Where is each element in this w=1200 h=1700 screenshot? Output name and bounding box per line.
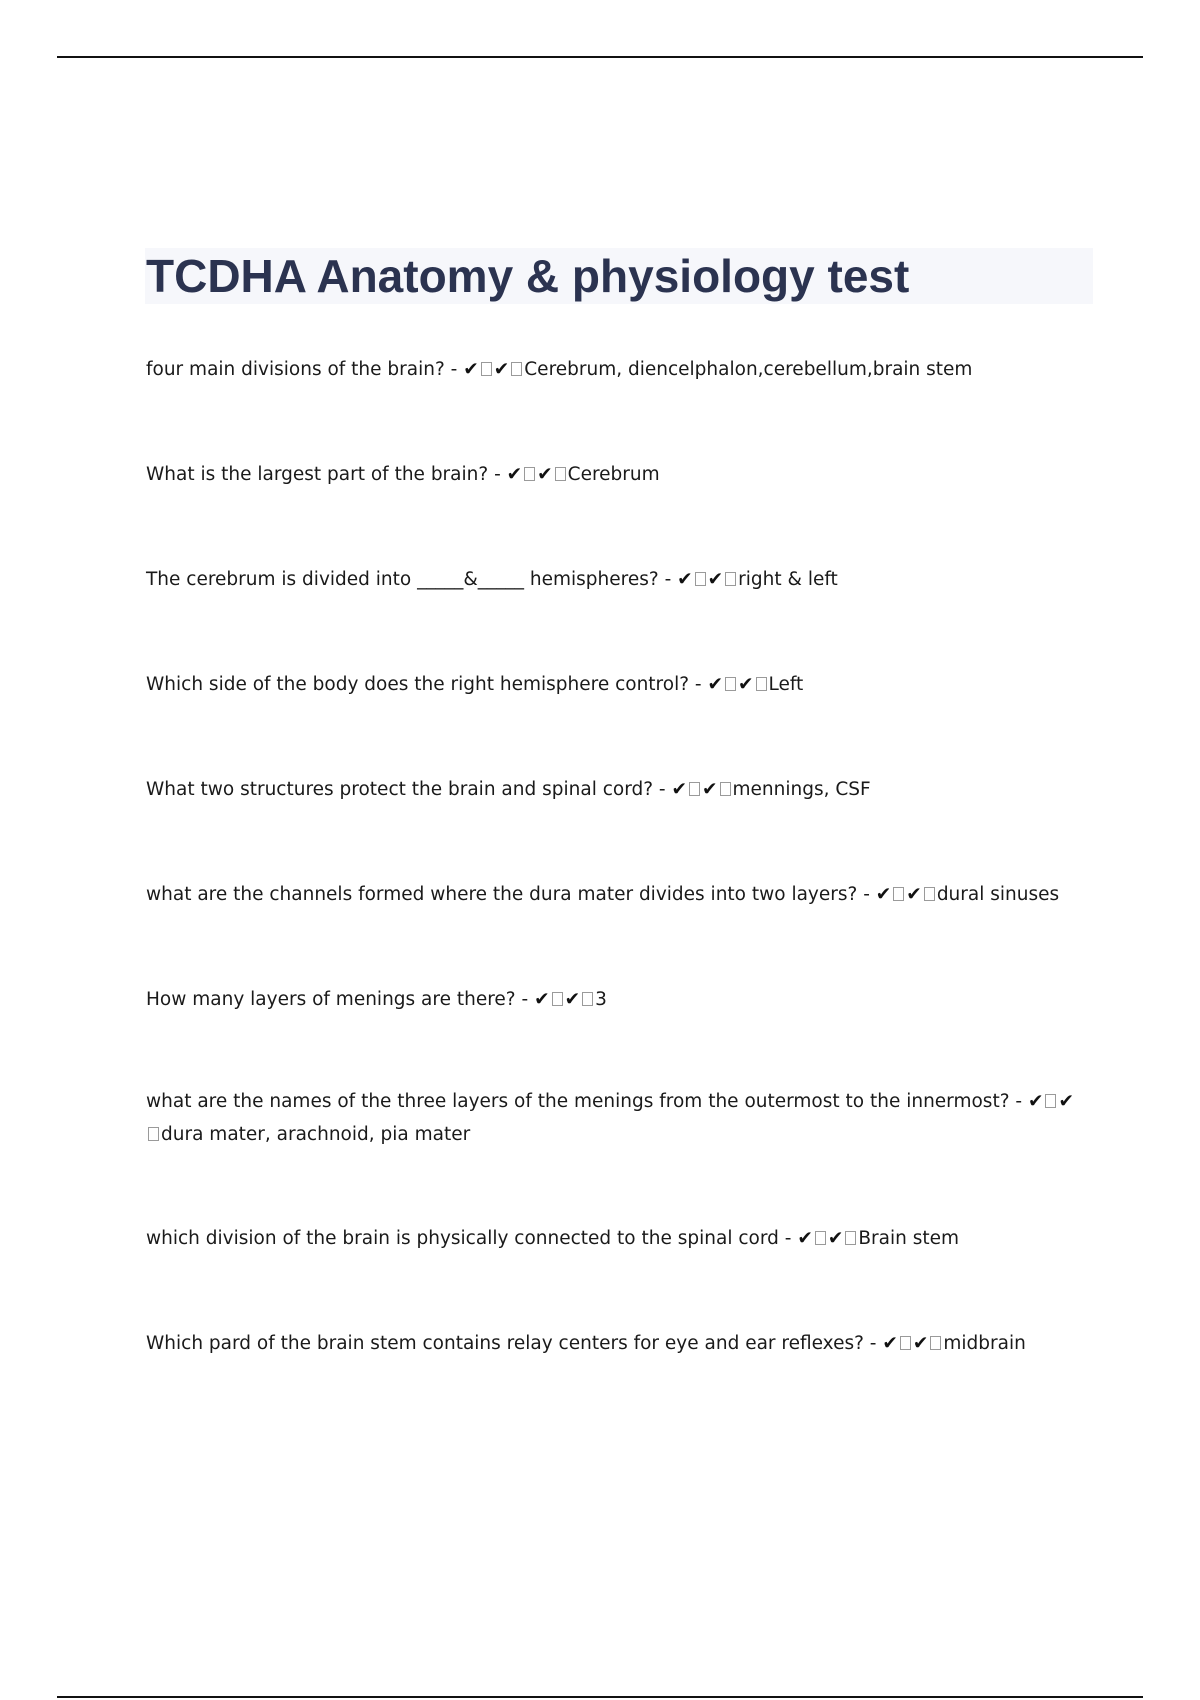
answer-text: right & left: [738, 569, 838, 590]
separator: -: [863, 1333, 883, 1354]
answer-text: midbrain: [943, 1333, 1026, 1354]
question-text: what are the names of the three layers of the menings from the outermost to the innermost?: [146, 1091, 1010, 1112]
answer-text: dura mater, arachnoid, pia mater: [161, 1124, 471, 1145]
check-icon: ✔: [463, 359, 479, 380]
separator: -: [1009, 1091, 1028, 1112]
answer-text: 3: [595, 989, 607, 1010]
check-icon: ✔: [1027, 1091, 1044, 1112]
answer-text: mennings, CSF: [732, 779, 871, 800]
box-icon: [815, 1231, 826, 1245]
box-icon: [552, 992, 563, 1006]
qa-item-4: [146, 668, 1086, 701]
check-icon: ✔: [875, 884, 892, 905]
check-icon: ✔: [534, 989, 550, 1010]
separator: -: [778, 1228, 798, 1249]
check-icon: ✔: [702, 779, 718, 800]
check-icon: ✔: [737, 674, 754, 695]
separator: -: [689, 674, 708, 695]
answer-text: Cerebrum: [567, 464, 660, 485]
check-icon: ✔: [797, 1228, 813, 1249]
check-icon: ✔: [912, 1333, 929, 1354]
question-text: what are the channels formed where the dura mater divides into two layers?: [146, 884, 858, 905]
question-text: What is the largest part of the brain?: [146, 464, 489, 485]
check-icon: ✔: [707, 569, 724, 590]
qa-item-8: [146, 1085, 1086, 1151]
box-icon: [148, 1127, 159, 1141]
box-icon: [725, 572, 736, 586]
check-icon: ✔: [493, 359, 510, 380]
check-icon: ✔: [707, 674, 723, 695]
check-icon: ✔: [537, 464, 553, 485]
box-icon: [695, 572, 706, 586]
qa-item-7: [146, 983, 1086, 1016]
qa-item-3: [146, 563, 1086, 596]
qa-item-9: [146, 1222, 1086, 1255]
question-text: which division of the brain is physically connected to the spinal cord: [146, 1228, 779, 1249]
box-icon: [924, 887, 935, 901]
answer-text: Brain stem: [858, 1228, 960, 1249]
question-text: What two structures protect the brain and spinal cord?: [146, 779, 654, 800]
answer-text: Cerebrum, diencelphalon,cerebellum,brain stem: [524, 359, 973, 380]
question-text: The cerebrum is divided into _____&_____ hemispheres?: [146, 569, 659, 590]
check-icon: ✔: [827, 1228, 844, 1249]
box-icon: [900, 1336, 911, 1350]
question-text: Which pard of the brain stem contains relay centers for eye and ear reflexes?: [146, 1333, 864, 1354]
check-icon: ✔: [671, 779, 687, 800]
bottom-rule: [57, 1696, 1143, 1698]
separator: -: [444, 359, 464, 380]
check-icon: ✔: [1058, 1091, 1074, 1112]
check-icon: ✔: [506, 464, 523, 485]
check-icon: ✔: [564, 989, 581, 1010]
box-icon: [725, 677, 736, 691]
check-icon: ✔: [906, 884, 922, 905]
check-icon: ✔: [677, 569, 693, 590]
box-icon: [893, 887, 904, 901]
separator: -: [488, 464, 507, 485]
answer-text: Left: [768, 674, 804, 695]
separator: -: [515, 989, 535, 1010]
qa-item-1: [146, 353, 1086, 386]
box-icon: [481, 362, 492, 376]
box-icon: [511, 362, 522, 376]
separator: -: [658, 569, 678, 590]
box-icon: [689, 782, 700, 796]
box-icon: [582, 992, 593, 1006]
top-rule: [57, 56, 1143, 58]
separator: -: [857, 884, 876, 905]
box-icon: [845, 1231, 856, 1245]
answer-text: dural sinuses: [936, 884, 1060, 905]
qa-item-10: [146, 1327, 1086, 1360]
box-icon: [555, 467, 566, 481]
separator: -: [653, 779, 672, 800]
qa-item-2: [146, 458, 1086, 491]
question-text: How many layers of menings are there?: [146, 989, 516, 1010]
box-icon: [524, 467, 535, 481]
box-icon: [930, 1336, 941, 1350]
document-title: TCDHA Anatomy & physiology test: [146, 250, 910, 302]
qa-item-5: [146, 773, 1086, 806]
box-icon: [756, 677, 767, 691]
box-icon: [1045, 1094, 1056, 1108]
check-icon: ✔: [882, 1333, 898, 1354]
question-text: four main divisions of the brain?: [146, 359, 445, 380]
question-text: Which side of the body does the right hemisphere control?: [146, 674, 690, 695]
box-icon: [720, 782, 731, 796]
qa-item-6: [146, 878, 1086, 911]
